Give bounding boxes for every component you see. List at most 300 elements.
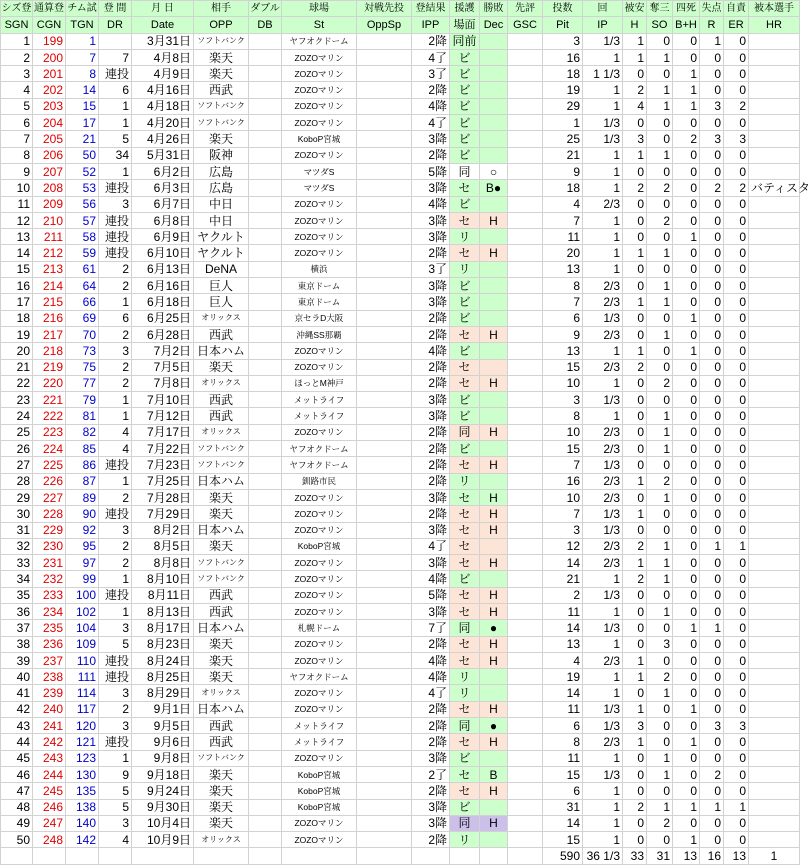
cell-pitches: 12 [543,538,583,554]
cell-scene: リ [450,473,480,489]
cell-gsc [508,359,543,375]
cell-opp-sp [357,587,412,603]
cell-hits: 0 [623,196,647,212]
cell-strikeouts: 0 [647,163,673,179]
cell-ipp: 4降 [412,652,450,668]
cell-ipp: 2降 [412,636,450,652]
cell-innings: 1 [583,343,623,359]
cell-dec: H [480,815,508,831]
cell-cgn: 242 [33,734,66,750]
cell-home-run-batter [749,718,800,734]
cell-cgn: 230 [33,538,66,554]
cell-hits: 0 [623,326,647,342]
cell-runs: 0 [700,506,724,522]
cell-dr: 4 [99,424,132,440]
cell-earned-runs: 0 [724,375,749,391]
cell-dec: ○ [480,163,508,179]
cell-dec [480,343,508,359]
cell-ipp: 3降 [412,294,450,310]
cell-date: 6月7日 [132,196,194,212]
cell-stadium: ZOZOマリン [282,587,357,603]
cell-gsc [508,196,543,212]
cell-hits: 0 [623,636,647,652]
cell-innings: 1/3 [583,131,623,147]
cell-scene: リ [450,832,480,848]
header-jp-innings: 回 [583,1,623,17]
cell-home-run-batter [749,685,800,701]
cell-dec: H [480,457,508,473]
cell-dec [480,229,508,245]
cell-home-run-batter [749,245,800,261]
header-jp-db: ダブル [249,1,282,17]
cell-stadium: ZOZOマリン [282,522,357,538]
cell-stadium: ほっとM神戸 [282,375,357,391]
cell-db [249,522,282,538]
cell-opp: 日本ハム [194,620,249,636]
cell-pitches: 19 [543,669,583,685]
cell-dec: H [480,652,508,668]
cell-pitches: 15 [543,359,583,375]
cell-opp-sp [357,180,412,196]
cell-dec [480,669,508,685]
cell-opp-sp [357,441,412,457]
cell-db [249,783,282,799]
cell-opp: オリックス [194,375,249,391]
cell-dr: 1 [99,98,132,114]
cell-db [249,278,282,294]
cell-sgn: 40 [1,669,33,685]
cell-db [249,652,282,668]
cell-opp-sp [357,359,412,375]
cell-walks: 0 [673,587,700,603]
cell-ipp: 4了 [412,538,450,554]
cell-db [249,734,282,750]
cell-hits: 0 [623,278,647,294]
cell-gsc [508,815,543,831]
cell-pitches: 2 [543,587,583,603]
cell-strikeouts: 1 [647,538,673,554]
total-home-runs: 1 [749,848,800,864]
cell-opp-sp [357,506,412,522]
cell-dec [480,33,508,49]
cell-walks: 0 [673,49,700,65]
cell-opp: 中日 [194,212,249,228]
cell-tgn: 64 [66,278,99,294]
cell-home-run-batter [749,98,800,114]
cell-gsc [508,457,543,473]
cell-runs: 0 [700,587,724,603]
cell-hits: 0 [623,750,647,766]
cell-earned-runs: 0 [724,766,749,782]
cell-date: 9月5日 [132,718,194,734]
header-jp-hits: 被安 [623,1,647,17]
cell-home-run-batter [749,701,800,717]
cell-tgn: 57 [66,212,99,228]
cell-hits: 0 [623,212,647,228]
cell-db [249,750,282,766]
cell-opp: 楽天 [194,783,249,799]
cell-tgn: 61 [66,261,99,277]
cell-date: 6月8日 [132,212,194,228]
cell-ipp: 2降 [412,734,450,750]
cell-dr: 6 [99,310,132,326]
cell-innings: 1 [583,669,623,685]
cell-hits: 0 [623,115,647,131]
cell-sgn: 15 [1,261,33,277]
cell-db [249,294,282,310]
cell-sgn: 43 [1,718,33,734]
cell-opp: 楽天 [194,66,249,82]
cell-ipp: 4了 [412,49,450,65]
cell-sgn: 47 [1,783,33,799]
header-en-date: Date [132,17,194,33]
cell-strikeouts: 1 [647,326,673,342]
cell-db [249,343,282,359]
header-en-cgn: CGN [33,17,66,33]
cell-runs: 0 [700,196,724,212]
cell-strikeouts: 0 [647,718,673,734]
cell-scene: セ [450,555,480,571]
cell-opp-sp [357,294,412,310]
cell-pitches: 13 [543,636,583,652]
cell-dr: 連投 [99,669,132,685]
cell-scene: セ [450,457,480,473]
cell-strikeouts: 1 [647,555,673,571]
cell-opp: ヤクルト [194,245,249,261]
header-en-ipp: IPP [412,17,450,33]
cell-hits: 0 [623,815,647,831]
header-en-scene: 場面 [450,17,480,33]
cell-opp: 楽天 [194,766,249,782]
cell-dr: 4 [99,441,132,457]
cell-home-run-batter [749,147,800,163]
cell-opp-sp [357,832,412,848]
cell-pitches: 7 [543,212,583,228]
cell-cgn: 243 [33,750,66,766]
cell-cgn: 215 [33,294,66,310]
cell-pitches: 16 [543,473,583,489]
cell-strikeouts: 0 [647,115,673,131]
header-en-earned-runs: ER [724,17,749,33]
cell-runs: 0 [700,82,724,98]
cell-dr: 5 [99,783,132,799]
cell-date: 7月23日 [132,457,194,473]
cell-date: 9月18日 [132,766,194,782]
cell-pitches: 6 [543,718,583,734]
cell-gsc [508,506,543,522]
cell-opp: 楽天 [194,669,249,685]
cell-sgn: 42 [1,701,33,717]
cell-stadium: ヤフオクドーム [282,441,357,457]
cell-pitches: 13 [543,261,583,277]
cell-stadium: ZOZOマリン [282,506,357,522]
cell-innings: 1/3 [583,115,623,131]
cell-home-run-batter [749,359,800,375]
cell-opp-sp [357,326,412,342]
cell-home-run-batter [749,652,800,668]
cell-dec [480,473,508,489]
cell-sgn: 35 [1,587,33,603]
header-en-opp: OPP [194,17,249,33]
cell-walks: 0 [673,766,700,782]
cell-dr: 連投 [99,229,132,245]
cell-date: 8月17日 [132,620,194,636]
cell-home-run-batter [749,115,800,131]
cell-ipp: 4降 [412,196,450,212]
cell-cgn: 224 [33,441,66,457]
header-jp-gsc: 先評 [508,1,543,17]
cell-walks: 1 [673,98,700,114]
table-row [1,718,800,734]
cell-scene: セ [450,636,480,652]
cell-cgn: 209 [33,196,66,212]
cell-innings: 1 [583,49,623,65]
cell-home-run-batter [749,832,800,848]
cell-sgn: 3 [1,66,33,82]
cell-sgn: 41 [1,685,33,701]
cell-sgn: 9 [1,163,33,179]
cell-gsc [508,685,543,701]
header-jp-dec: 勝敗 [480,1,508,17]
header-en-tgn: TGN [66,17,99,33]
cell-runs: 0 [700,750,724,766]
cell-home-run-batter [749,131,800,147]
cell-dr: 6 [99,82,132,98]
cell-hits: 0 [623,489,647,505]
cell-earned-runs: 0 [724,473,749,489]
cell-dr: 連投 [99,212,132,228]
cell-innings: 1 [583,799,623,815]
cell-scene: セ [450,326,480,342]
cell-cgn: 207 [33,163,66,179]
cell-db [249,98,282,114]
cell-strikeouts: 1 [647,766,673,782]
cell-strikeouts: 2 [647,669,673,685]
cell-strikeouts: 0 [647,359,673,375]
cell-gsc [508,82,543,98]
cell-pitches: 14 [543,620,583,636]
cell-innings: 2/3 [583,326,623,342]
cell-stadium: ZOZOマリン [282,343,357,359]
cell-date: 7月5日 [132,359,194,375]
cell-home-run-batter [749,310,800,326]
cell-runs: 0 [700,603,724,619]
cell-sgn: 24 [1,408,33,424]
cell-home-run-batter [749,229,800,245]
cell-cgn: 241 [33,718,66,734]
cell-date: 10月4日 [132,815,194,831]
cell-scene: ビ [450,799,480,815]
header-jp-pitches: 投数 [543,1,583,17]
cell-dec [480,832,508,848]
table-row [1,506,800,522]
cell-walks: 0 [673,506,700,522]
cell-dr: 2 [99,489,132,505]
header-jp-scene: 援護 [450,1,480,17]
cell-sgn: 16 [1,278,33,294]
cell-db [249,799,282,815]
cell-pitches: 11 [543,229,583,245]
cell-stadium: 東京ドーム [282,294,357,310]
cell-innings: 1 [583,636,623,652]
cell-home-run-batter [749,278,800,294]
cell-cgn: 210 [33,212,66,228]
cell-hits: 0 [623,457,647,473]
cell-sgn: 23 [1,392,33,408]
cell-runs: 0 [700,571,724,587]
cell-db [249,359,282,375]
cell-dr: 連投 [99,66,132,82]
cell-innings: 1/3 [583,587,623,603]
cell-stadium: ヤフオクドーム [282,33,357,49]
cell-innings: 1 [583,783,623,799]
cell-scene: ビ [450,408,480,424]
table-row [1,229,800,245]
cell-runs: 0 [700,147,724,163]
cell-tgn: 89 [66,489,99,505]
cell-pitches: 10 [543,424,583,440]
total-earned-runs: 13 [724,848,749,864]
cell-tgn: 109 [66,636,99,652]
cell-db [249,766,282,782]
cell-hits: 2 [623,82,647,98]
cell-earned-runs: 0 [724,571,749,587]
cell-strikeouts: 1 [647,489,673,505]
table-body [1,33,810,848]
cell-gsc [508,147,543,163]
cell-opp: 西武 [194,408,249,424]
cell-opp: 西武 [194,82,249,98]
cell-ipp: 2降 [412,473,450,489]
cell-opp-sp [357,766,412,782]
table-row [1,832,800,848]
cell-opp: 阪神 [194,147,249,163]
cell-sgn: 2 [1,49,33,65]
cell-walks: 1 [673,832,700,848]
cell-dr: 2 [99,701,132,717]
cell-strikeouts: 0 [647,33,673,49]
cell-walks: 0 [673,718,700,734]
cell-stadium: 京セラD大阪 [282,310,357,326]
cell-pitches: 8 [543,734,583,750]
cell-runs: 2 [700,180,724,196]
cell-home-run-batter [749,489,800,505]
cell-opp: 広島 [194,163,249,179]
cell-stadium: ZOZOマリン [282,489,357,505]
table-row [1,115,800,131]
cell-opp-sp [357,538,412,554]
cell-runs: 0 [700,326,724,342]
cell-date: 7月8日 [132,375,194,391]
cell-db [249,131,282,147]
cell-scene: セ [450,212,480,228]
cell-dec: ● [480,620,508,636]
cell-pitches: 19 [543,82,583,98]
cell-strikeouts: 0 [647,587,673,603]
cell-dec: H [480,245,508,261]
cell-date: 4月18日 [132,98,194,114]
cell-opp-sp [357,636,412,652]
cell-cgn: 201 [33,66,66,82]
cell-strikeouts: 1 [647,603,673,619]
cell-dec [480,750,508,766]
cell-hits: 0 [623,766,647,782]
cell-sgn: 33 [1,555,33,571]
cell-opp: 楽天 [194,815,249,831]
cell-pitches: 4 [543,196,583,212]
cell-opp: 楽天 [194,131,249,147]
cell-scene: セ [450,245,480,261]
cell-dr: 2 [99,359,132,375]
cell-earned-runs: 0 [724,555,749,571]
cell-sgn: 50 [1,832,33,848]
cell-stadium: ZOZOマリン [282,685,357,701]
cell-cgn: 221 [33,392,66,408]
cell-sgn: 8 [1,147,33,163]
cell-runs: 0 [700,294,724,310]
cell-dr: 2 [99,555,132,571]
cell-home-run-batter [749,424,800,440]
cell-opp: ソフトバンク [194,555,249,571]
cell-opp: 西武 [194,603,249,619]
cell-gsc [508,701,543,717]
cell-gsc [508,33,543,49]
cell-db [249,603,282,619]
cell-innings: 1 [583,82,623,98]
cell-pitches: 8 [543,408,583,424]
cell-opp: オリックス [194,424,249,440]
cell-db [249,701,282,717]
cell-earned-runs: 0 [724,229,749,245]
cell-opp-sp [357,212,412,228]
cell-earned-runs: 0 [724,408,749,424]
cell-runs: 0 [700,685,724,701]
cell-stadium: ZOZOマリン [282,66,357,82]
cell-sgn: 4 [1,82,33,98]
cell-strikeouts: 0 [647,131,673,147]
cell-scene: セ [450,538,480,554]
cell-hits: 0 [623,522,647,538]
cell-home-run-batter [749,82,800,98]
cell-sgn: 12 [1,212,33,228]
cell-dr: 7 [99,49,132,65]
cell-opp: 西武 [194,392,249,408]
cell-home-run-batter [749,766,800,782]
cell-hits: 0 [623,603,647,619]
cell-date: 8月10日 [132,571,194,587]
cell-home-run-batter [749,457,800,473]
cell-cgn: 231 [33,555,66,571]
cell-tgn: 140 [66,815,99,831]
cell-pitches: 14 [543,815,583,831]
cell-earned-runs: 1 [724,538,749,554]
cell-tgn: 81 [66,408,99,424]
cell-ipp: 7了 [412,620,450,636]
table-row [1,489,800,505]
table-row [1,669,800,685]
cell-db [249,229,282,245]
cell-earned-runs: 0 [724,620,749,636]
header-en-gsc: GSC [508,17,543,33]
total-pitches: 590 [543,848,583,864]
cell-stadium: ZOZOマリン [282,750,357,766]
cell-strikeouts: 1 [647,424,673,440]
header-en-home-run-batter: HR [749,17,800,33]
cell-stadium: ZOZOマリン [282,832,357,848]
cell-walks: 0 [673,473,700,489]
cell-hits: 1 [623,701,647,717]
cell-opp: オリックス [194,685,249,701]
